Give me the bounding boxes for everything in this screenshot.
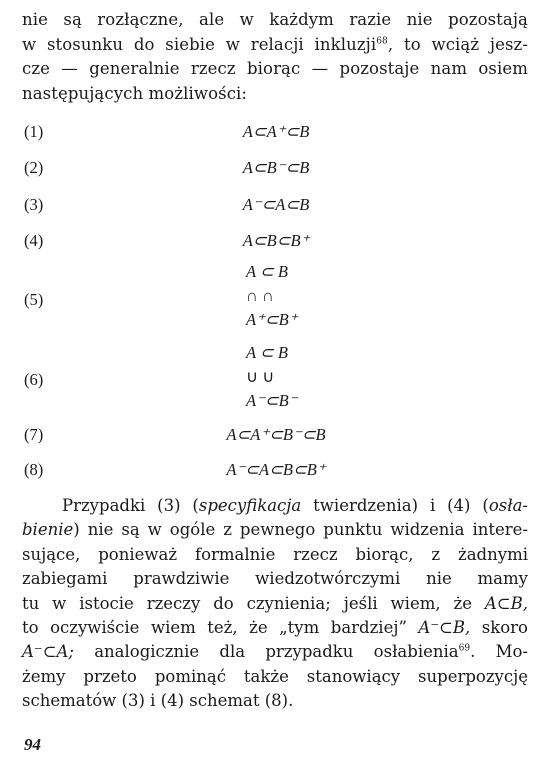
formula: A⊂A⁺⊂B bbox=[242, 122, 310, 141]
formula: A⊂B⁻⊂B bbox=[242, 158, 310, 177]
paragraph-intro bbox=[22, 8, 528, 106]
formula-number: (4) bbox=[24, 231, 44, 250]
text-line bbox=[22, 592, 528, 616]
text-line: schematów (3) i (4) schemat (8). bbox=[22, 691, 294, 711]
formula-row: ∩ ∩ bbox=[246, 286, 274, 305]
formula-number: (7) bbox=[24, 425, 44, 444]
formula: A⁻⊂A⊂B⊂B⁺ bbox=[226, 460, 326, 479]
text-line bbox=[22, 616, 528, 640]
text-line bbox=[22, 494, 528, 518]
inline-formula: A⁻⊂A; bbox=[22, 642, 74, 662]
formula: A⊂A⁺⊂B⁻⊂B bbox=[226, 425, 326, 444]
formula-row: A⁻⊂B⁻ bbox=[246, 391, 298, 410]
text-fragment: tu w istocie rzeczy do czynienia; jeśli wiem, że bbox=[22, 593, 485, 613]
text-line: cze — generalnie rzecz biorąc — pozostaje nam osiem bbox=[22, 59, 528, 78]
italic-term: osła- bbox=[488, 496, 528, 515]
text-fragment: analogicznie dla przypadku osłabienia bbox=[73, 642, 459, 662]
text-line bbox=[22, 640, 528, 664]
inline-formula: A⊂B, bbox=[484, 593, 528, 613]
page-number: 94 bbox=[24, 735, 41, 754]
text-line: żemy przeto pominąć także stanowiący superpozycję bbox=[22, 666, 528, 686]
text-fragment: twierdzenia) i (4) ( bbox=[301, 496, 489, 515]
formula-number: (8) bbox=[24, 460, 44, 479]
formula-row: A⁺⊂B⁺ bbox=[246, 310, 298, 329]
formula-row: ∪ ∪ bbox=[246, 367, 275, 386]
inline-formula: A⁻⊂B, bbox=[418, 618, 471, 638]
text-fragment: ) nie są w ogóle z pewnego punktu widzenia intere- bbox=[73, 520, 528, 540]
text-fragment: skoro bbox=[470, 618, 528, 638]
formula: A⁻⊂A⊂B bbox=[242, 195, 310, 214]
text-fragment: , to wciąż jesz- bbox=[387, 34, 528, 54]
formula-number: (3) bbox=[24, 195, 44, 214]
paragraph-cases bbox=[22, 494, 528, 714]
text-fragment: to oczywiście wiem też, że „tym bardziej” bbox=[22, 618, 419, 638]
text-line bbox=[22, 518, 528, 542]
italic-term: specyfikacja bbox=[198, 496, 302, 515]
text-line: nie są rozłączne, ale w każdym razie nie pozostają bbox=[22, 10, 528, 29]
italic-term: bienie bbox=[22, 520, 74, 540]
text-fragment: Przypadki (3) ( bbox=[62, 496, 199, 515]
text-line: zabiegami prawdziwie wiedzotwórczymi nie mamy bbox=[22, 569, 528, 589]
footnote-ref: 68 bbox=[376, 36, 388, 46]
text-fragment: w stosunku do siebie w relacji inkluzji bbox=[22, 34, 377, 54]
formula-number: (5) bbox=[24, 290, 44, 309]
formula-row: A ⊂ B bbox=[246, 262, 288, 281]
formula: A⊂B⊂B⁺ bbox=[242, 231, 310, 250]
formula-number: (6) bbox=[24, 370, 44, 389]
text-line bbox=[22, 33, 528, 58]
formula-number: (1) bbox=[24, 122, 44, 141]
text-fragment: . Mo- bbox=[470, 642, 528, 662]
text-line: sujące, ponieważ formalnie rzecz biorąc, z żadnymi bbox=[22, 544, 528, 564]
formula-number: (2) bbox=[24, 158, 44, 177]
text-line: następujących możliwości: bbox=[22, 83, 248, 103]
formula-row: A ⊂ B bbox=[246, 343, 288, 362]
footnote-ref: 69 bbox=[458, 643, 471, 654]
